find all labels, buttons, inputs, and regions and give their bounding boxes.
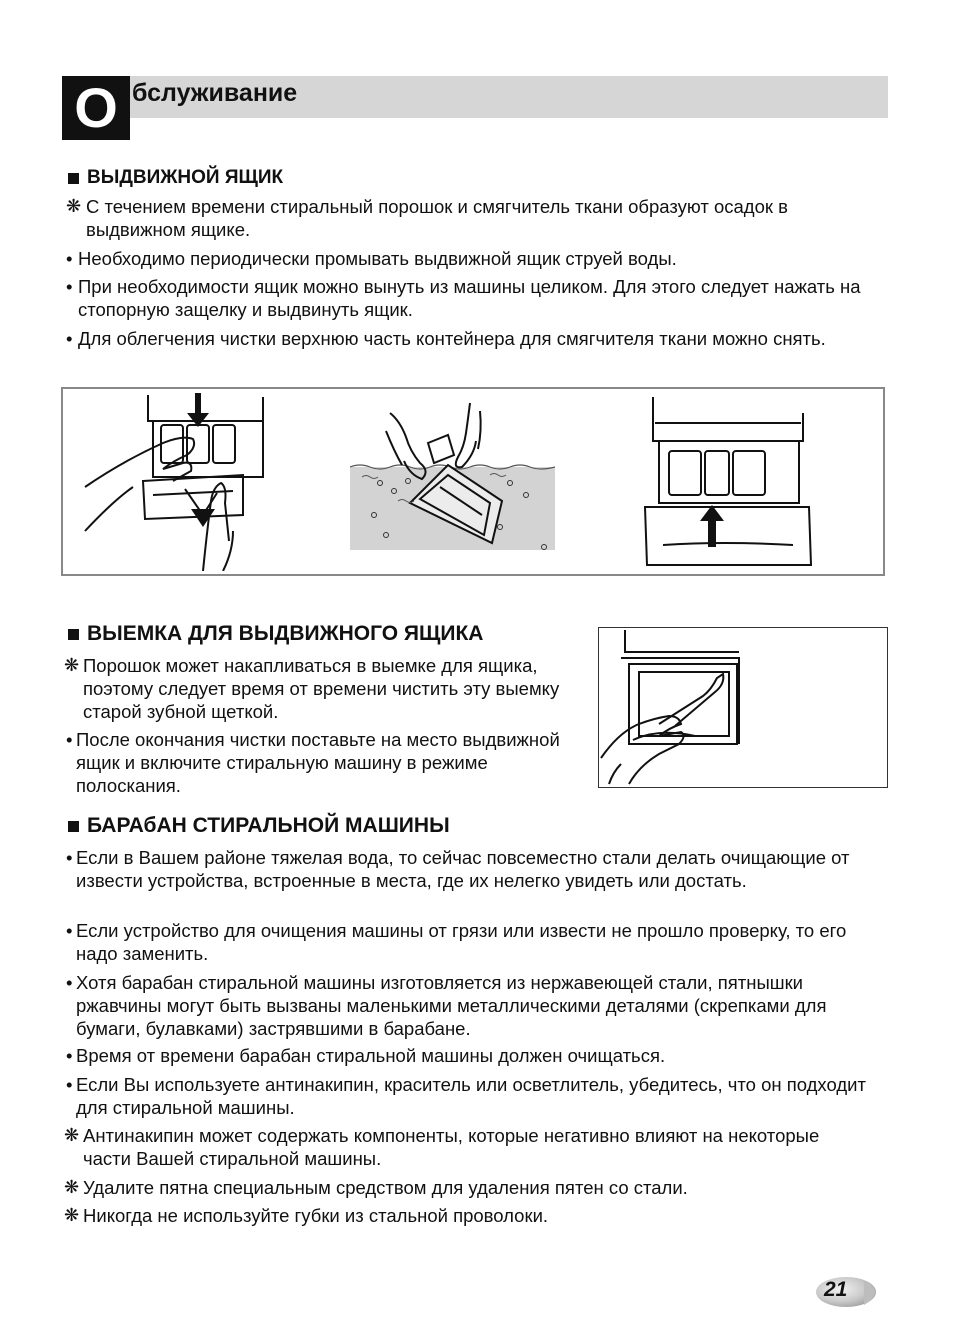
note-marker-icon: ❋ bbox=[66, 196, 82, 216]
list-item: • После окончания чистки поставьте на место выдвижной ящик и включите стиральную машину в режиме полоскания. bbox=[66, 729, 560, 796]
list-item: ❋ Никогда не используйте губки из стальной проволоки. bbox=[64, 1205, 549, 1226]
drawer-release-illustration bbox=[83, 391, 283, 571]
list-item: • Если устройство для очищения машины от грязи или извести не прошло проверку, то его надо заменить. bbox=[66, 920, 847, 964]
list-item: • Необходимо периодически промывать выдвижной ящик струей воды. bbox=[66, 248, 677, 269]
bullet-icon: • bbox=[66, 276, 73, 297]
drawer-rinse-illustration bbox=[350, 391, 555, 556]
page-title: бслуживание bbox=[132, 79, 298, 107]
section-heading-drum bbox=[68, 814, 450, 838]
section-heading-drawer bbox=[68, 167, 283, 189]
list-item: • При необходимости ящик можно вынуть из машины целиком. Для этого следует нажать на стопорную защелку и выдвинуть ящик. bbox=[66, 276, 861, 320]
section-heading-recess bbox=[68, 622, 483, 646]
bullet-icon: • bbox=[66, 328, 73, 349]
bullet-icon: • bbox=[66, 920, 73, 941]
bullet-icon: • bbox=[66, 972, 73, 993]
page-number: 21 bbox=[824, 1278, 848, 1301]
list-item: • Если Вы используете антинакипин, краситель или осветлитель, убедитесь, что он подходит для стиральной машины. bbox=[66, 1074, 866, 1118]
list-item: ❋ Антинакипин может содержать компоненты, которые негативно влияют на некоторые части Вашей стиральной машины. bbox=[64, 1125, 820, 1169]
list-item: • Для облегчения чистки верхнюю часть контейнера для смягчителя ткани можно снять. bbox=[66, 328, 826, 349]
section-heading-text: БАРАбАН СТИРАЛЬНОЙ МАШИНЫ bbox=[87, 814, 450, 837]
drawer-illustrations-panel bbox=[61, 387, 885, 576]
note-marker-icon: ❋ bbox=[64, 655, 80, 675]
list-item: ❋ С течением времени стиральный порошок и смягчитель ткани образуют осадок в выдвижном ящике. bbox=[66, 196, 788, 240]
bullet-icon: • bbox=[66, 729, 73, 750]
list-item: ❋ Порошок может накапливаться в выемке для ящика, поэтому следует время от времени чистить эту выемку старой зубной щеткой. bbox=[64, 655, 560, 722]
note-marker-icon: ❋ bbox=[64, 1125, 80, 1145]
square-bullet-icon bbox=[68, 629, 79, 640]
bullet-icon: • bbox=[66, 248, 73, 269]
note-marker-icon: ❋ bbox=[64, 1177, 80, 1197]
bullet-icon: • bbox=[66, 1074, 73, 1095]
drawer-insert-illustration bbox=[643, 395, 843, 570]
note-marker-icon: ❋ bbox=[64, 1205, 80, 1225]
bullet-icon: • bbox=[66, 1045, 73, 1066]
list-item: • Если в Вашем районе тяжелая вода, то сейчас повсеместно стали делать очищающие от извести устройства, встроенные в места, где их нелегко увидеть или достать. bbox=[66, 847, 850, 891]
bullet-icon: • bbox=[66, 847, 73, 868]
header-initial-letter: О bbox=[62, 76, 130, 140]
recess-cleaning-panel bbox=[598, 627, 888, 788]
recess-brush-illustration bbox=[599, 628, 887, 786]
square-bullet-icon bbox=[68, 821, 79, 832]
section-heading-text: ВЫЕМКА ДЛЯ ВЫДВИЖНОГО ЯЩИКА bbox=[87, 622, 484, 645]
list-item: ❋ Удалите пятна специальным средством для удаления пятен со стали. bbox=[64, 1177, 688, 1198]
list-item: • Время от времени барабан стиральной машины должен очищаться. bbox=[66, 1045, 666, 1066]
section-heading-text: ВЫДВИЖНОЙ ЯЩИК bbox=[87, 167, 284, 188]
square-bullet-icon bbox=[68, 173, 79, 184]
list-item: • Хотя барабан стиральной машины изготовляется из нержавеющей стали, пятнышки ржавчины могут быть вызваны маленькими металлическими деталями (скрепками для бумаги, булавками) застрявшими в барабане. bbox=[66, 972, 827, 1039]
